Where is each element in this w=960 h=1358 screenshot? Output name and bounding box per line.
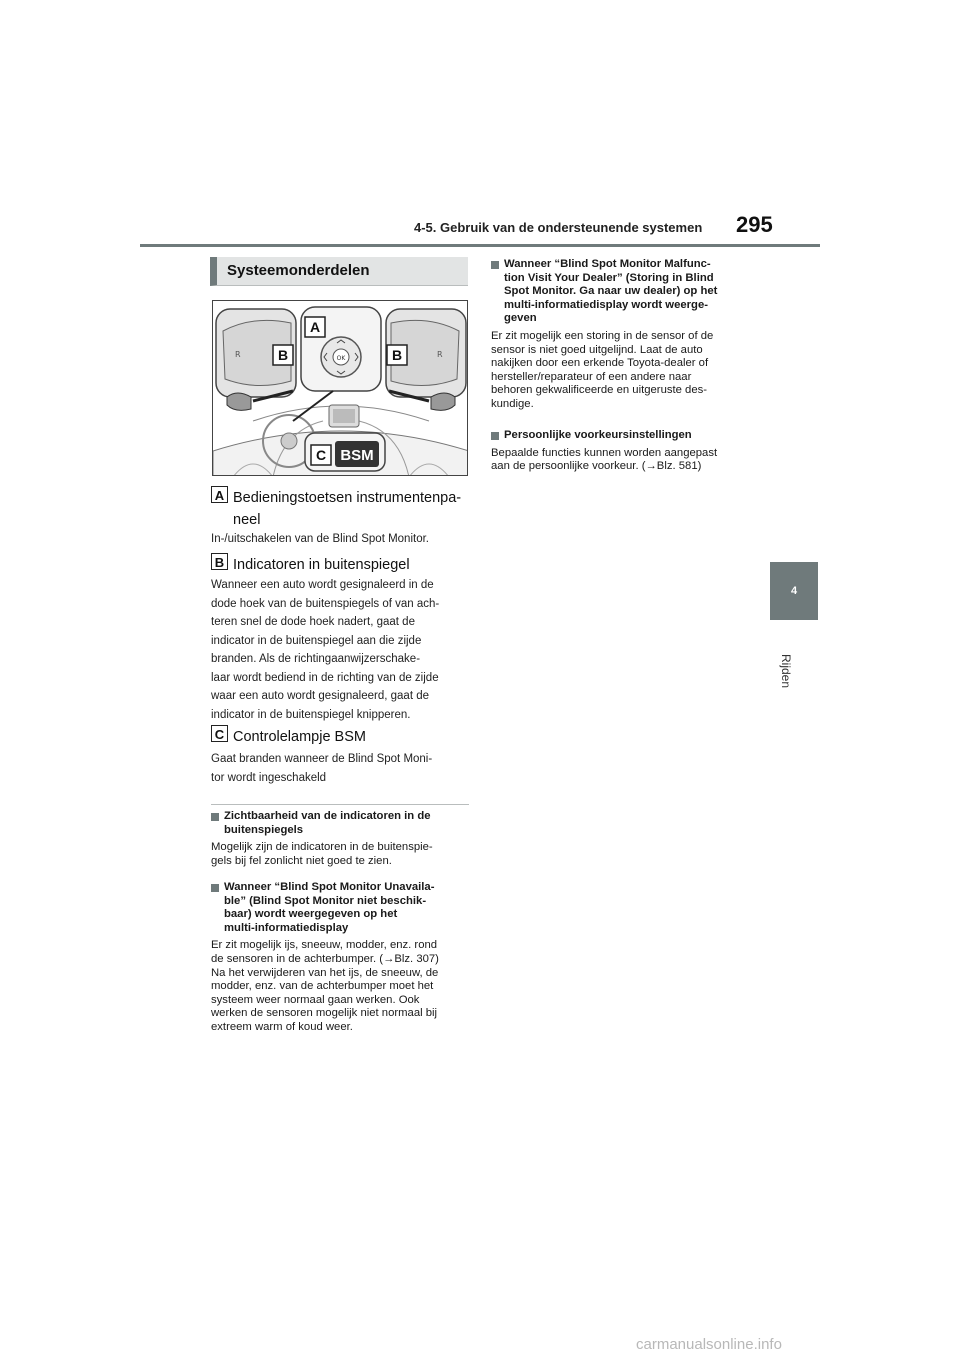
item-b-letter: B xyxy=(211,553,228,570)
note-body: Er zit mogelijk ijs, sneeuw, modder, enz. rond de sensoren in de achterbumper. (→Blz. 307) Na het verwijderen van het ijs, de sneeuw, de modder, enz. van de achterbumper moet het systeem weer normaal gaan werken. Ook werken de sensoren mogelijk niet normaal bij extreem warm of koud weer. xyxy=(211,939,439,1033)
page-number: 295 xyxy=(736,212,773,237)
note-body: Bepaalde functies kunnen worden aangepast aan de persoonlijke voorkeur. (→Blz. 581) xyxy=(491,446,718,473)
svg-text:R: R xyxy=(437,350,443,359)
note-personal-settings xyxy=(491,429,749,474)
ok-button-label: OK xyxy=(336,355,346,362)
note-title: Wanneer “Blind Spot Monitor Unavaila- ble” (Blind Spot Monitor niet beschik- baar) wordt weergegeven op het multi-informatiedisplay xyxy=(211,881,469,935)
item-c-body: Gaat branden wanneer de Blind Spot Moni- tor wordt ingeschakeld xyxy=(211,753,433,784)
note-body: Er zit mogelijk een storing in de sensor of de sensor is niet goed uitgelijnd. Laat de auto nakijken door een erkende Toyota-dealer of hersteller/reparateur of een andere naar behoren gekwalificeerde en uitgeruste des- kundige. xyxy=(491,329,714,410)
item-a-title: A Bedieningstoetsen instrumentenpa- neel xyxy=(211,486,461,531)
note-title: Wanneer “Blind Spot Monitor Malfunc- tion Visit Your Dealer” (Storing in Blind Spot Monitor. Ga naar uw dealer) op het multi-informatiedisplay wordt weerge- geven xyxy=(491,258,749,326)
section-divider xyxy=(211,804,469,805)
item-b-title: B Indicatoren in buitenspiegel xyxy=(211,553,410,576)
header-divider xyxy=(140,244,820,247)
dashboard-figure xyxy=(212,300,468,476)
note-body: Mogelijk zijn de indicatoren in de buitenspie- gels bij fel zonlicht niet goed te zien. xyxy=(211,841,433,867)
chapter-tab xyxy=(770,562,818,620)
note-visibility xyxy=(211,810,469,868)
footer-watermark[interactable]: carmanualsonline.info xyxy=(636,1336,782,1353)
running-header: 4-5. Gebruik van de ondersteunende systemen xyxy=(414,220,703,235)
svg-text:R: R xyxy=(235,350,241,359)
figure-label-c: C xyxy=(315,447,327,463)
chapter-label: Rijden xyxy=(779,654,793,689)
figure-label-b-right: B xyxy=(391,347,403,363)
dashboard-illustration xyxy=(213,301,468,476)
item-a-letter: A xyxy=(211,486,228,503)
section-title: Systeemonderdelen xyxy=(210,257,468,286)
note-title: Zichtbaarheid van de indicatoren in de buitenspiegels xyxy=(211,810,469,837)
item-b-body: Wanneer een auto wordt gesignaleerd in de dode hoek van de buitenspiegels of van ach- teren snel de dode hoek nadert, gaat de indicator in de buitenspiegel aan die zijde branden. Als de richtingaanwijzerschake- laar wordt bediend in de richting van de zijde waar een auto wordt gesignaleerd, gaat de indicator in de buitenspiegel knipperen. xyxy=(211,579,440,721)
figure-label-a: A xyxy=(309,319,321,335)
figure-label-b-left: B xyxy=(277,347,289,363)
item-c-title: C Controlelampje BSM xyxy=(211,725,366,748)
note-title: Persoonlijke voorkeursinstellingen xyxy=(491,429,749,443)
item-c-letter: C xyxy=(211,725,228,742)
bsm-indicator-label: BSM xyxy=(340,447,374,464)
item-a-body: In-/uitschakelen van de Blind Spot Monitor. xyxy=(211,533,429,545)
chapter-number: 4 xyxy=(790,585,798,597)
note-malfunction xyxy=(491,258,749,412)
note-unavailable xyxy=(211,881,469,1035)
